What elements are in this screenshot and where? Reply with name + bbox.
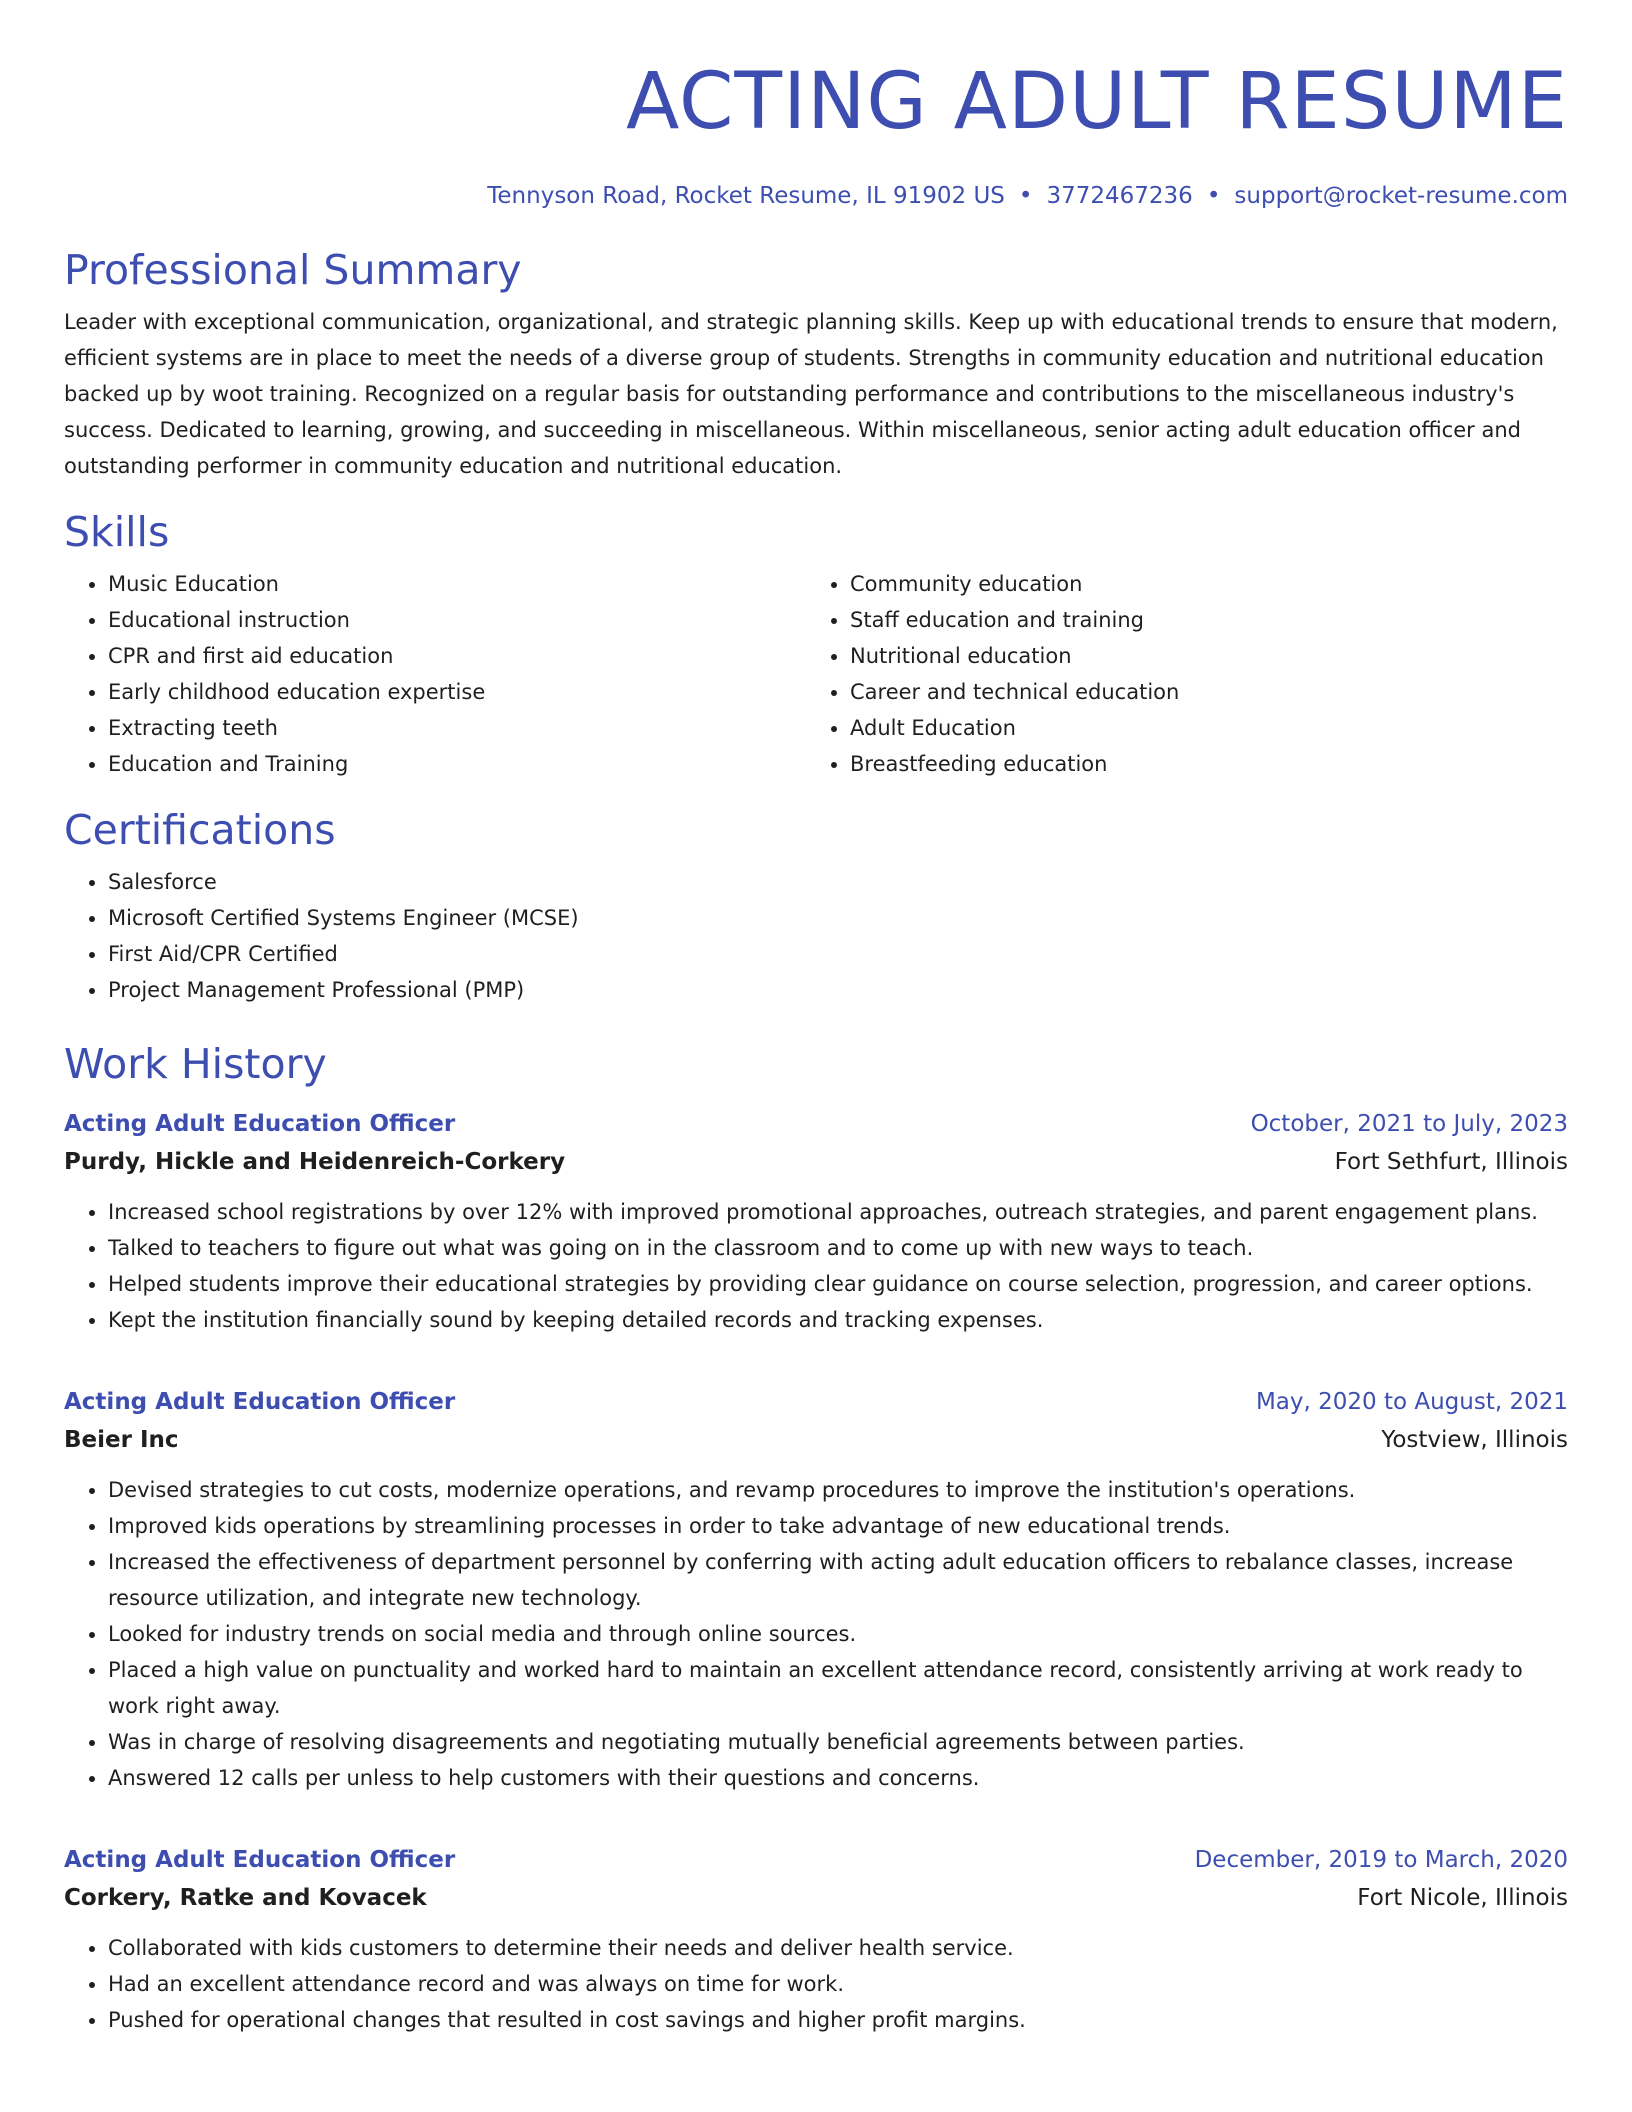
job-title: Acting Adult Education Officer — [64, 1389, 456, 1415]
job-location: Yostview, Illinois — [1381, 1427, 1568, 1453]
skills-list-left — [64, 566, 806, 782]
job-bullet: • Increased school registrations by over 12% with improved promotional approaches, outreach strategies, and parent engagement plans. — [108, 1194, 1568, 1230]
job-entry — [64, 1842, 1568, 2038]
certification-item: • Salesforce — [108, 864, 1568, 900]
job-bullet: • Placed a high value on punctuality and worked hard to maintain an excellent attendance record, consistently arriving at work ready to work right away. — [108, 1652, 1568, 1724]
skill-item: • Extracting teeth — [108, 710, 806, 746]
certification-item: • First Aid/CPR Certified — [108, 936, 1568, 972]
skill-item: • Career and technical education — [850, 674, 1548, 710]
job-title: Acting Adult Education Officer — [64, 1111, 456, 1137]
job-bullet: • Looked for industry trends on social media and through online sources. — [108, 1616, 1568, 1652]
skill-item: • CPR and first aid education — [108, 638, 806, 674]
job-bullet: • Collaborated with kids customers to determine their needs and deliver health service. — [108, 1930, 1568, 1966]
resume-name: ACTING ADULT RESUME — [625, 57, 1568, 147]
job-bullets — [64, 1930, 1568, 2038]
contact-separator: • — [1206, 183, 1221, 209]
job-dates: May, 2020 to August, 2021 — [1255, 1389, 1568, 1415]
section-title-work-history: Work History — [64, 1040, 327, 1088]
job-company-row — [64, 1142, 1568, 1182]
job-title: Acting Adult Education Officer — [64, 1847, 456, 1873]
skill-item: • Nutritional education — [850, 638, 1548, 674]
skills-column-right — [806, 560, 1548, 782]
skill-item: • Breastfeeding education — [850, 746, 1548, 782]
job-company: Purdy, Hickle and Heidenreich-Corkery — [64, 1149, 566, 1175]
job-header-row — [64, 1384, 1568, 1420]
section-title-certifications: Certifications — [64, 806, 336, 854]
summary-text: Leader with exceptional communication, organizational, and strategic planning skills. Keep up with educational trends to ensure that modern, efficient systems are in place to meet the needs of a diverse group of students. Strengths in community education and nutritional education backed up by woot training. Recognized on a regular basis for outstanding performance and contributions to the miscellaneous industry's success. Dedicated to learning, growing, and succeeding in miscellaneous. Within miscellaneous, senior acting adult education officer and outstanding performer in community education and nutritional education. — [64, 310, 1558, 478]
section-title-summary: Professional Summary — [64, 246, 522, 294]
skill-item: • Adult Education — [850, 710, 1548, 746]
job-dates: October, 2021 to July, 2023 — [1250, 1111, 1568, 1137]
job-bullet: • Kept the institution financially sound by keeping detailed records and tracking expenses. — [108, 1302, 1568, 1338]
job-company: Beier Inc — [64, 1427, 179, 1453]
skill-item: • Early childhood education expertise — [108, 674, 806, 710]
job-bullet: • Helped students improve their educational strategies by providing clear guidance on course selection, progression, and career options. — [108, 1266, 1568, 1302]
certifications-list — [64, 864, 1568, 1008]
job-header-row — [64, 1842, 1568, 1878]
job-bullet: • Had an excellent attendance record and was always on time for work. — [108, 1966, 1568, 2002]
skills-column-left — [64, 560, 806, 782]
job-company-row — [64, 1420, 1568, 1460]
job-bullet: • Pushed for operational changes that resulted in cost savings and higher profit margins. — [108, 2002, 1568, 2038]
section-title-skills: Skills — [64, 508, 170, 556]
job-company-row — [64, 1878, 1568, 1918]
job-bullet: • Increased the effectiveness of department personnel by conferring with acting adult education officers to rebalance classes, increase resource utilization, and integrate new technology. — [108, 1544, 1568, 1616]
job-bullet: • Answered 12 calls per unless to help customers with their questions and concerns. — [108, 1760, 1568, 1796]
skills-columns — [64, 560, 1568, 782]
skill-item: • Community education — [850, 566, 1548, 602]
job-bullets — [64, 1194, 1568, 1338]
job-location: Fort Nicole, Illinois — [1357, 1885, 1568, 1911]
job-header-row — [64, 1106, 1568, 1142]
job-bullet: • Improved kids operations by streamlining processes in order to take advantage of new educational trends. — [108, 1508, 1568, 1544]
contact-phone: 3772467236 — [1046, 183, 1193, 209]
job-dates: December, 2019 to March, 2020 — [1194, 1847, 1568, 1873]
skill-item: • Educational instruction — [108, 602, 806, 638]
certification-item: • Project Management Professional (PMP) — [108, 972, 1568, 1008]
job-bullet: • Talked to teachers to figure out what was going on in the classroom and to come up with new ways to teach. — [108, 1230, 1568, 1266]
job-entry — [64, 1106, 1568, 1338]
contact-line — [64, 180, 1568, 212]
job-entry — [64, 1384, 1568, 1796]
job-bullet: • Devised strategies to cut costs, modernize operations, and revamp procedures to improve the institution's operations. — [108, 1472, 1568, 1508]
resume-page — [64, 0, 1568, 2038]
skills-list-right — [806, 566, 1548, 782]
job-company: Corkery, Ratke and Kovacek — [64, 1885, 427, 1911]
contact-separator: • — [1018, 183, 1033, 209]
job-location: Fort Sethfurt, Illinois — [1334, 1149, 1568, 1175]
job-bullets — [64, 1472, 1568, 1796]
skill-item: • Education and Training — [108, 746, 806, 782]
contact-address: Tennyson Road, Rocket Resume, IL 91902 US — [487, 183, 1005, 209]
certification-item: • Microsoft Certified Systems Engineer (MCSE) — [108, 900, 1568, 936]
skill-item: • Music Education — [108, 566, 806, 602]
contact-email[interactable]: support@rocket-resume.com — [1234, 183, 1568, 209]
job-bullet: • Was in charge of resolving disagreements and negotiating mutually beneficial agreements between parties. — [108, 1724, 1568, 1760]
skill-item: • Staff education and training — [850, 602, 1548, 638]
